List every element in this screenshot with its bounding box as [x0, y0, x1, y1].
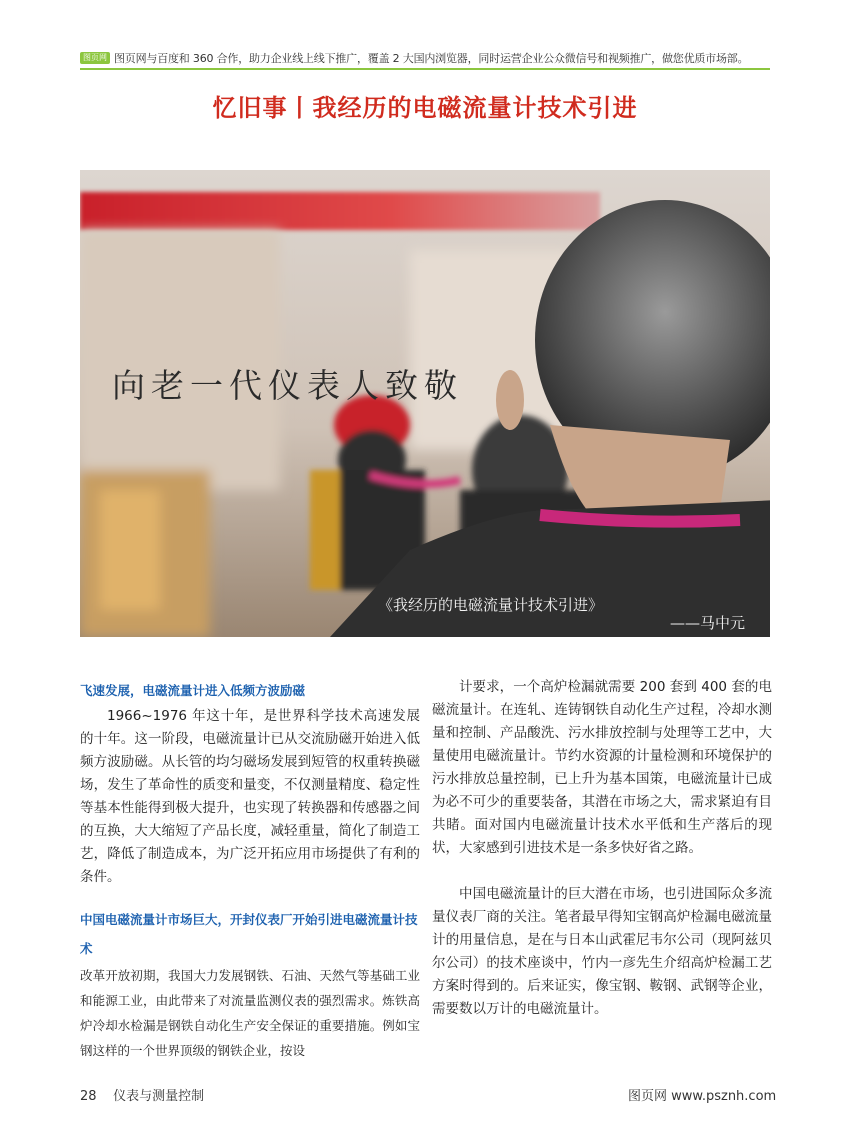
photo-caption-subtitle: 《我经历的电磁流量计技术引进》	[378, 596, 604, 614]
photo-caption-author: ——马中元	[670, 614, 746, 632]
site-logo[interactable]: 图页网	[80, 52, 110, 64]
left-column	[80, 676, 420, 1063]
section-heading-2: 中国电磁流量计市场巨大，开封仪表厂开始引进电磁流量计技术	[80, 912, 418, 956]
header-bar	[80, 48, 770, 70]
footer-left	[80, 1085, 204, 1104]
header-text: 图页网与百度和 360 合作，助力企业线上线下推广，覆盖 2 大国内浏览器，同时运营企业公众微信号和视频推广，做您优质市场部。	[114, 52, 749, 65]
section-2-paragraph: 改革开放初期，我国大力发展钢铁、石油、天然气等基础工业和能源工业，由此带来了对流量监测仪表的强烈需求。炼铁高炉冷却水检漏是钢铁自动化生产安全保证的重要措施。例如宝钢这样的一个世界顶级的钢铁企业，按设	[80, 968, 420, 1058]
right-paragraph-1: 计要求，一个高炉检漏就需要 200 套到 400 套的电磁流量计。在连轧、连铸钢铁自动化生产过程，冷却水测量和控制、产品酸洗、污水排放控制与处理等工艺中，大量使用电磁流量计。节约水资源的计量检测和环境保护的污水排放总量控制，已上升为基本国策，电磁流量计已成为必不可少的重要装备，其潜在市场之大，需求紧迫有目共睹。面对国内电磁流量计技术水平低和生产落后的现状，大家感到引进技术是一条多快好省之路。	[432, 679, 772, 856]
footer-site[interactable]: 图页网 www.psznh.com	[628, 1089, 777, 1104]
journal-name: 仪表与测量控制	[113, 1089, 205, 1104]
article-title: 忆旧事丨我经历的电磁流量计技术引进	[212, 94, 638, 122]
page-number: 28	[80, 1089, 97, 1104]
hero-photo	[80, 170, 770, 637]
right-paragraph-2: 中国电磁流量计的巨大潜在市场，也引进国际众多流量仪表厂商的关注。笔者最早得知宝钢高炉检漏电磁流量计的用量信息，是在与日本山武霍尼韦尔公司（现阿兹贝尔公司）的技术座谈中，竹内一彦先生介绍高炉检漏工艺方案时得到的。后来证实，像宝钢、鞍钢、武钢等企业，需要数以万计的电磁流量计。	[432, 886, 772, 1017]
photo-caption-main: 向老一代仪表人致敬	[112, 366, 463, 405]
right-column	[432, 676, 772, 1021]
section-heading-1: 飞速发展，电磁流量计进入低频方波励磁	[80, 683, 306, 698]
section-1-paragraph: 1966~1976 年这十年，是世界科学技术高速发展的十年。这一阶段，电磁流量计已从交流励磁开始进入低频方波励磁。从长管的均匀磁场发展到短管的权重转换磁场，发生了革命性的质变和量变，不仅测量精度、稳定性等基本性能得到极大提升，也实现了转换器和传感器之间的互换，大大缩短了产品长度，减轻重量，简化了制造工艺，降低了制造成本，为广泛开拓应用市场提供了有利的条件。	[80, 708, 420, 885]
